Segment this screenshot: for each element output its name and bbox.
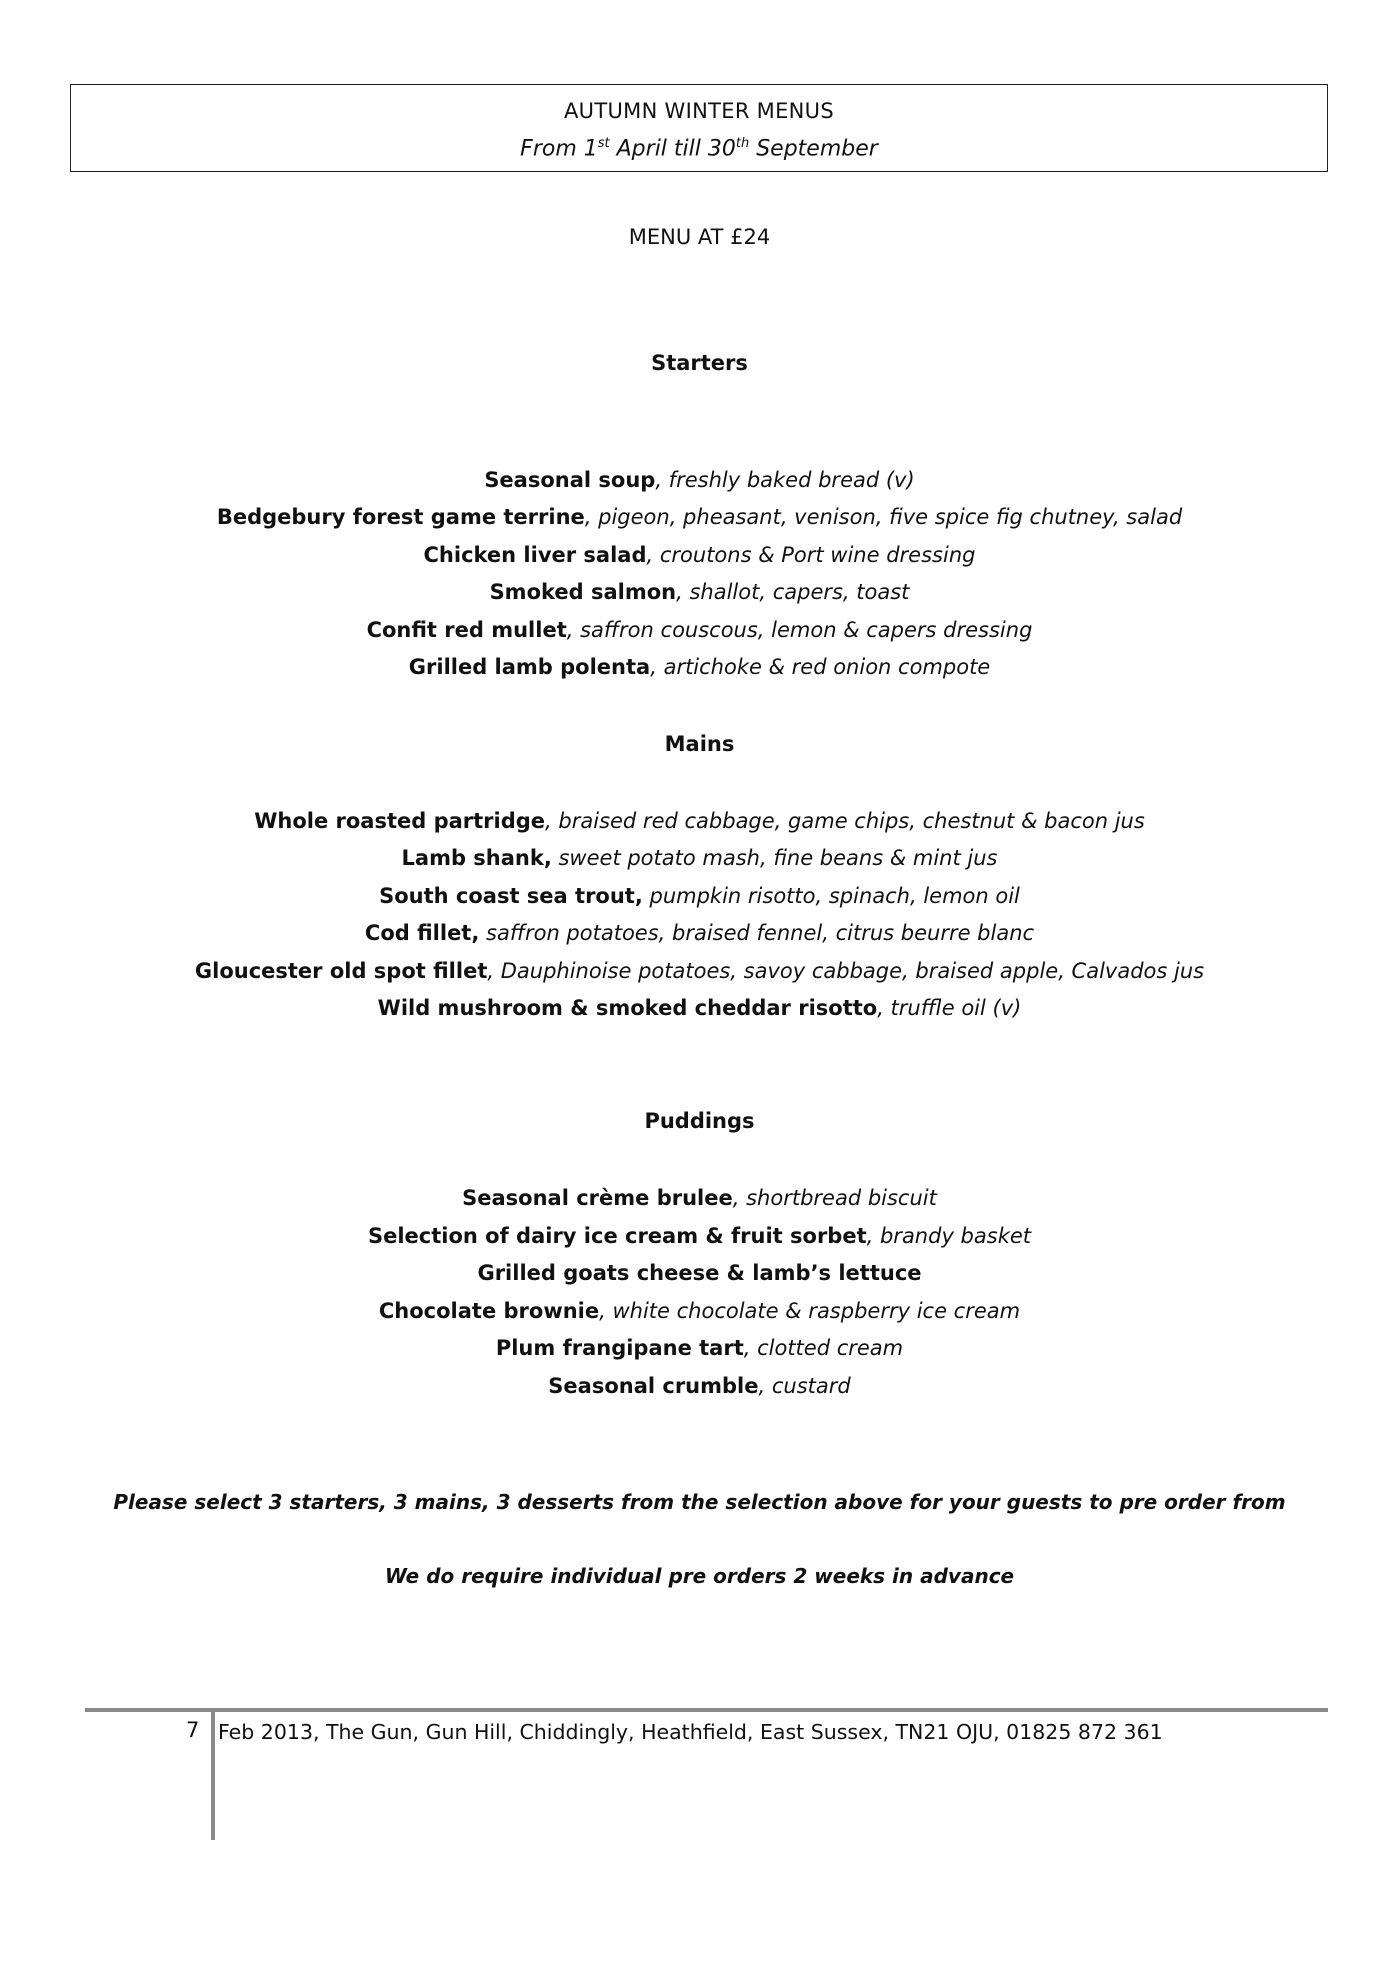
menu-title: AUTUMN WINTER MENUS: [564, 99, 834, 123]
menu-item: Cod fillet, saffron potatoes, braised fennel, citrus beurre blanc: [364, 921, 1035, 945]
menu-item: South coast sea trout, pumpkin risotto, spinach, lemon oil: [379, 884, 1020, 908]
preorder-note: We do require individual pre orders 2 weeks in advance: [384, 1564, 1015, 1588]
section-heading-puddings: Puddings: [644, 1109, 755, 1133]
menu-item: Chicken liver salad, croutons & Port wine dressing: [423, 543, 976, 567]
menu-date-range: From 1st April till 30th September: [520, 136, 878, 162]
menu-item: Bedgebury forest game terrine, pigeon, pheasant, venison, five spice fig chutney, salad: [216, 505, 1183, 529]
footer-vertical-divider: [211, 1708, 215, 1840]
menu-item: Seasonal crème brulee, shortbread biscuit: [462, 1186, 937, 1210]
menu-item: Seasonal soup, freshly baked bread (v): [484, 468, 915, 492]
footer-divider: [85, 1708, 1328, 1712]
footer-address: Feb 2013, The Gun, Gun Hill, Chiddingly, Heathfield, East Sussex, TN21 OJU, 01825 872 361: [218, 1720, 1163, 1744]
menu-item: Gloucester old spot fillet, Dauphinoise potatoes, savoy cabbage, braised apple, Calvados jus: [194, 959, 1205, 983]
header-box: [70, 84, 1328, 172]
menu-item: Chocolate brownie, white chocolate & raspberry ice cream: [378, 1299, 1021, 1323]
page-number: 7: [186, 1718, 200, 1742]
menu-item: Smoked salmon, shallot, capers, toast: [489, 580, 910, 604]
menu-item: Seasonal crumble, custard: [548, 1374, 851, 1398]
selection-note: Please select 3 starters, 3 mains, 3 desserts from the selection above for your guests to pre order from: [113, 1490, 1286, 1514]
menu-item: Whole roasted partridge, braised red cabbage, game chips, chestnut & bacon jus: [254, 809, 1145, 833]
menu-item: Selection of dairy ice cream & fruit sorbet, brandy basket: [367, 1224, 1032, 1248]
menu-item: Wild mushroom & smoked cheddar risotto, truffle oil (v): [377, 996, 1022, 1020]
menu-item: Lamb shank, sweet potato mash, fine beans & mint jus: [401, 846, 998, 870]
section-heading-mains: Mains: [664, 732, 735, 756]
menu-item: Grilled lamb polenta, artichoke & red onion compote: [408, 655, 991, 679]
menu-item: Grilled goats cheese & lamb’s lettuce: [477, 1261, 922, 1285]
menu-item: Confit red mullet, saffron couscous, lemon & capers dressing: [366, 618, 1033, 642]
menu-item: Plum frangipane tart, clotted cream: [495, 1336, 904, 1360]
menu-price: MENU AT £24: [628, 225, 771, 249]
section-heading-starters: Starters: [651, 351, 748, 375]
